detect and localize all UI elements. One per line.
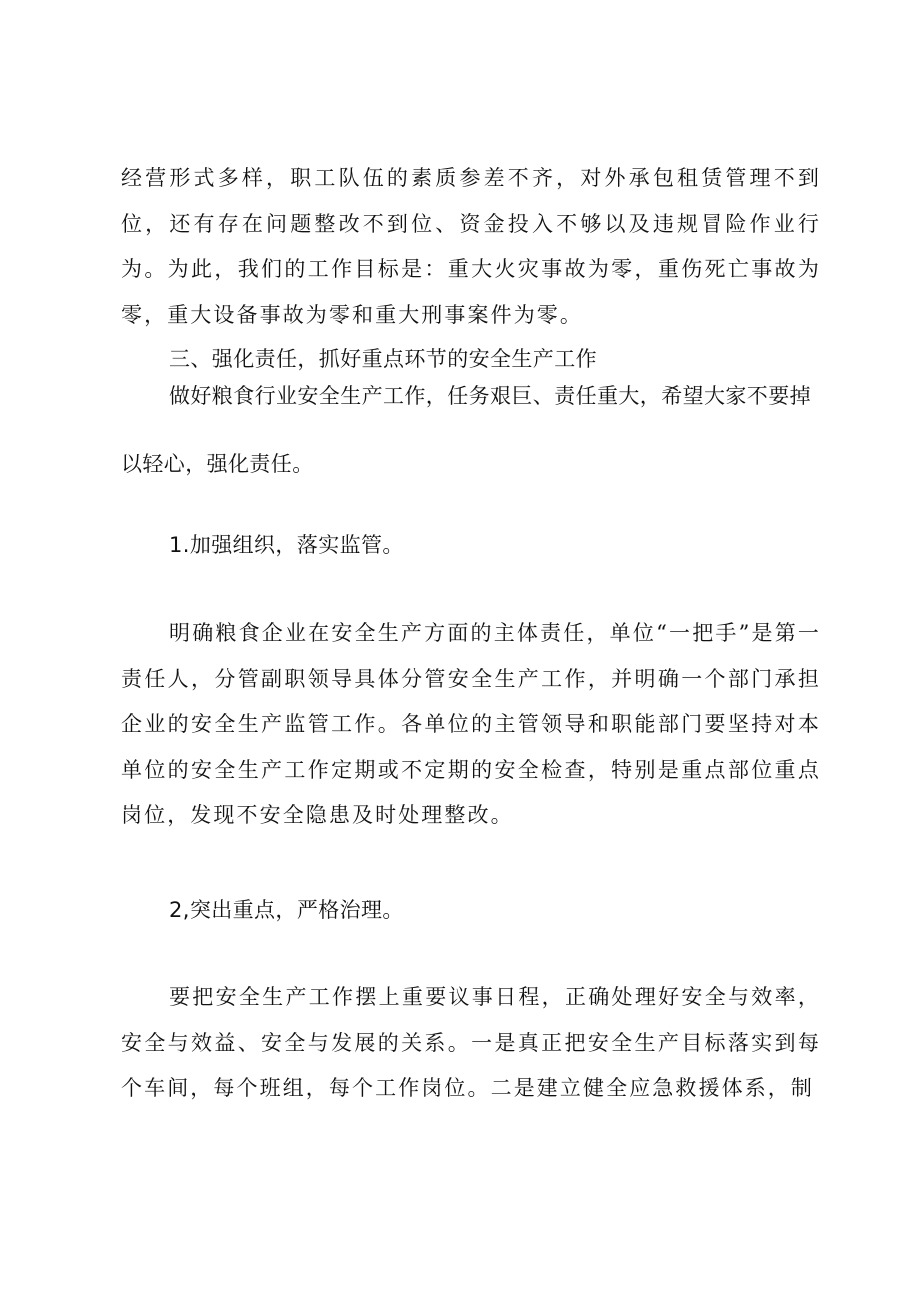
subheading-key-points: 2,突出重点，严格治理。 xyxy=(169,898,404,922)
body-paragraph-priorities: 要把安全生产工作摆上重要议事日程，正确处理好安全与效率，安全与效益、安全与发展的关系。一是真正把安全生产目标落实到每个车间，每个班组，每个工作岗位。二是建立健全应急救援体系，制 xyxy=(121,985,821,1100)
body-paragraph-supervision: 明确粮食企业在安全生产方面的主体责任，单位“一把手”是第一责任人，分管副职领导具体分管安全生产工作，并明确一个部门承担企业的安全生产监管工作。各单位的主管领导和职能部门要坚持对本单位的安全生产工作定期或不定期的安全检查，特别是重点部位重点岗位，发现不安全隐患及时处理整改。 xyxy=(121,621,821,827)
body-paragraph-responsibility: 做好粮食行业安全生产工作，任务艰巨、责任重大，希望大家不要掉以轻心，强化责任。 xyxy=(121,384,811,476)
subheading-organization: 1.加强组织，落实监管。 xyxy=(169,533,404,557)
body-paragraph-work-goals: 经营形式多样，职工队伍的素质参差不齐，对外承包租赁管理不到位，还有存在问题整改不到位、资金投入不够以及违规冒险作业行为。为此，我们的工作目标是：重大火灾事故为零，重伤死亡事故为零，重大设备事故为零和重大刑事案件为零。 xyxy=(121,166,821,327)
section-heading-three: 三、强化责任，抓好重点环节的安全生产工作 xyxy=(169,347,597,371)
